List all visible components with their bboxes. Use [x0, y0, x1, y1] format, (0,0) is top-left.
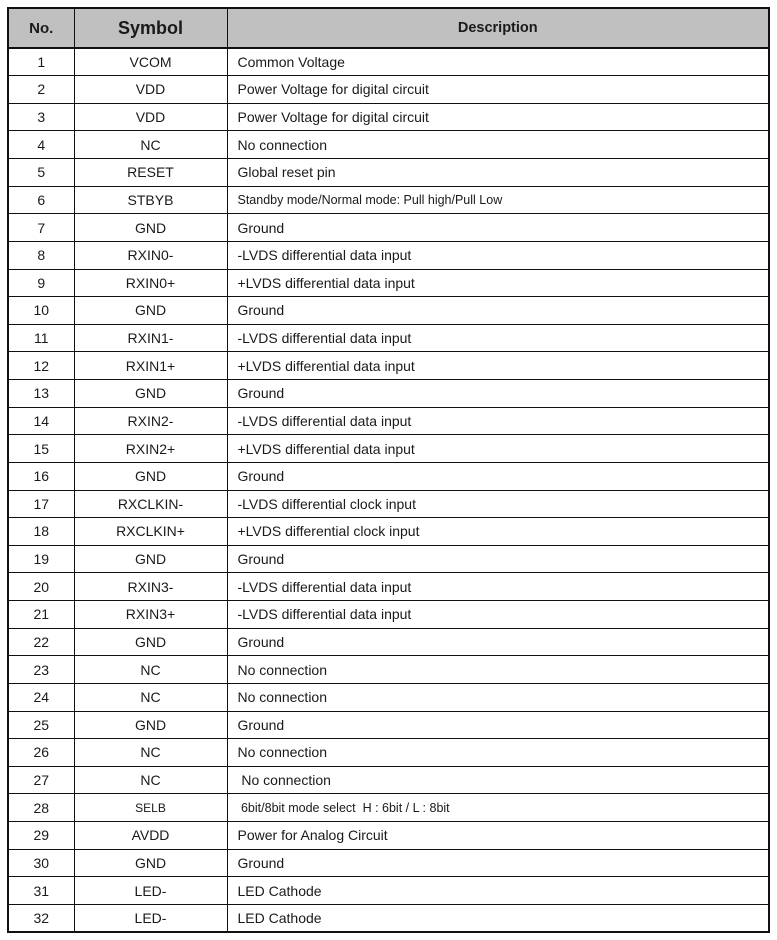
symbol-cell: GND — [74, 380, 227, 408]
table-row — [8, 214, 769, 242]
table-row — [8, 297, 769, 325]
pin-number-cell: 19 — [8, 545, 74, 573]
pin-number-cell: 18 — [8, 518, 74, 546]
description-cell: No connection — [227, 739, 769, 767]
header-row — [8, 8, 769, 48]
symbol-cell: NC — [74, 656, 227, 684]
symbol-cell: GND — [74, 711, 227, 739]
pin-number-cell: 24 — [8, 683, 74, 711]
pin-number-cell: 30 — [8, 849, 74, 877]
table-row — [8, 601, 769, 629]
pin-number-cell: 13 — [8, 380, 74, 408]
table-header — [8, 8, 769, 48]
pin-number-cell: 31 — [8, 877, 74, 905]
table-row — [8, 435, 769, 463]
symbol-cell: GND — [74, 849, 227, 877]
symbol-cell: SELB — [74, 794, 227, 822]
column-header-symbol: Symbol — [74, 8, 227, 48]
table-row — [8, 877, 769, 905]
table-row — [8, 380, 769, 408]
table-row — [8, 683, 769, 711]
description-cell: -LVDS differential data input — [227, 573, 769, 601]
description-cell: -LVDS differential clock input — [227, 490, 769, 518]
table-row — [8, 739, 769, 767]
pin-number-cell: 10 — [8, 297, 74, 325]
description-cell: +LVDS differential data input — [227, 435, 769, 463]
symbol-cell: GND — [74, 297, 227, 325]
table-row — [8, 186, 769, 214]
table-row — [8, 904, 769, 932]
table-row — [8, 324, 769, 352]
table-row — [8, 573, 769, 601]
pin-number-cell: 32 — [8, 904, 74, 932]
pin-number-cell: 29 — [8, 822, 74, 850]
table-row — [8, 849, 769, 877]
pin-number-cell: 15 — [8, 435, 74, 463]
description-cell: LED Cathode — [227, 877, 769, 905]
table-row — [8, 766, 769, 794]
symbol-cell: VDD — [74, 103, 227, 131]
description-cell: Ground — [227, 545, 769, 573]
description-cell: -LVDS differential data input — [227, 601, 769, 629]
table-row — [8, 48, 769, 76]
pin-number-cell: 16 — [8, 462, 74, 490]
table-row — [8, 490, 769, 518]
pin-number-cell: 3 — [8, 103, 74, 131]
symbol-cell: RXIN3- — [74, 573, 227, 601]
symbol-cell: GND — [74, 462, 227, 490]
pin-number-cell: 11 — [8, 324, 74, 352]
symbol-cell: RXCLKIN- — [74, 490, 227, 518]
pin-number-cell: 23 — [8, 656, 74, 684]
description-cell: Common Voltage — [227, 48, 769, 76]
pin-number-cell: 7 — [8, 214, 74, 242]
symbol-cell: RXIN2+ — [74, 435, 227, 463]
table-row — [8, 269, 769, 297]
description-cell: LED Cathode — [227, 904, 769, 932]
description-cell: Ground — [227, 380, 769, 408]
description-cell: Ground — [227, 711, 769, 739]
symbol-cell: RESET — [74, 159, 227, 187]
pin-number-cell: 8 — [8, 241, 74, 269]
table-row — [8, 462, 769, 490]
symbol-cell: RXIN0- — [74, 241, 227, 269]
description-cell: No connection — [227, 766, 769, 794]
description-cell: No connection — [227, 683, 769, 711]
pin-number-cell: 12 — [8, 352, 74, 380]
symbol-cell: RXIN2- — [74, 407, 227, 435]
description-cell: Ground — [227, 628, 769, 656]
table-row — [8, 822, 769, 850]
symbol-cell: RXIN0+ — [74, 269, 227, 297]
table-row — [8, 656, 769, 684]
pin-description-table — [7, 7, 770, 933]
table-row — [8, 352, 769, 380]
description-cell: -LVDS differential data input — [227, 241, 769, 269]
pin-number-cell: 17 — [8, 490, 74, 518]
description-cell: Power for Analog Circuit — [227, 822, 769, 850]
pin-number-cell: 6 — [8, 186, 74, 214]
description-cell: No connection — [227, 656, 769, 684]
table-row — [8, 518, 769, 546]
table-row — [8, 628, 769, 656]
pin-number-cell: 20 — [8, 573, 74, 601]
description-cell: Ground — [227, 297, 769, 325]
column-header-no: No. — [8, 8, 74, 48]
pin-number-cell: 28 — [8, 794, 74, 822]
table-row — [8, 794, 769, 822]
symbol-cell: VCOM — [74, 48, 227, 76]
description-cell: Ground — [227, 849, 769, 877]
table-row — [8, 241, 769, 269]
symbol-cell: LED- — [74, 877, 227, 905]
table-row — [8, 103, 769, 131]
symbol-cell: GND — [74, 214, 227, 242]
description-cell: Ground — [227, 462, 769, 490]
description-cell: Power Voltage for digital circuit — [227, 103, 769, 131]
symbol-cell: AVDD — [74, 822, 227, 850]
symbol-cell: GND — [74, 628, 227, 656]
symbol-cell: NC — [74, 131, 227, 159]
symbol-cell: RXIN1+ — [74, 352, 227, 380]
description-cell: No connection — [227, 131, 769, 159]
symbol-cell: VDD — [74, 76, 227, 104]
table-row — [8, 131, 769, 159]
pin-number-cell: 22 — [8, 628, 74, 656]
symbol-cell: NC — [74, 766, 227, 794]
pin-number-cell: 26 — [8, 739, 74, 767]
pin-number-cell: 4 — [8, 131, 74, 159]
description-cell: Standby mode/Normal mode: Pull high/Pull Low — [227, 186, 769, 214]
description-cell: -LVDS differential data input — [227, 407, 769, 435]
description-cell: +LVDS differential data input — [227, 269, 769, 297]
symbol-cell: LED- — [74, 904, 227, 932]
pin-number-cell: 27 — [8, 766, 74, 794]
description-cell: Ground — [227, 214, 769, 242]
table-row — [8, 159, 769, 187]
description-cell: 6bit/8bit mode select H : 6bit / L : 8bit — [227, 794, 769, 822]
table-row — [8, 711, 769, 739]
table-row — [8, 76, 769, 104]
symbol-cell: NC — [74, 683, 227, 711]
symbol-cell: RXCLKIN+ — [74, 518, 227, 546]
pin-number-cell: 21 — [8, 601, 74, 629]
symbol-cell: NC — [74, 739, 227, 767]
pin-number-cell: 25 — [8, 711, 74, 739]
pin-number-cell: 5 — [8, 159, 74, 187]
pin-number-cell: 2 — [8, 76, 74, 104]
pin-number-cell: 9 — [8, 269, 74, 297]
pin-number-cell: 14 — [8, 407, 74, 435]
table-row — [8, 545, 769, 573]
pin-table-body — [8, 48, 769, 932]
description-cell: -LVDS differential data input — [227, 324, 769, 352]
description-cell: Power Voltage for digital circuit — [227, 76, 769, 104]
description-cell: +LVDS differential data input — [227, 352, 769, 380]
symbol-cell: STBYB — [74, 186, 227, 214]
description-cell: +LVDS differential clock input — [227, 518, 769, 546]
table-row — [8, 407, 769, 435]
pin-number-cell: 1 — [8, 48, 74, 76]
symbol-cell: GND — [74, 545, 227, 573]
symbol-cell: RXIN3+ — [74, 601, 227, 629]
description-cell: Global reset pin — [227, 159, 769, 187]
symbol-cell: RXIN1- — [74, 324, 227, 352]
column-header-description: Description — [227, 8, 769, 48]
